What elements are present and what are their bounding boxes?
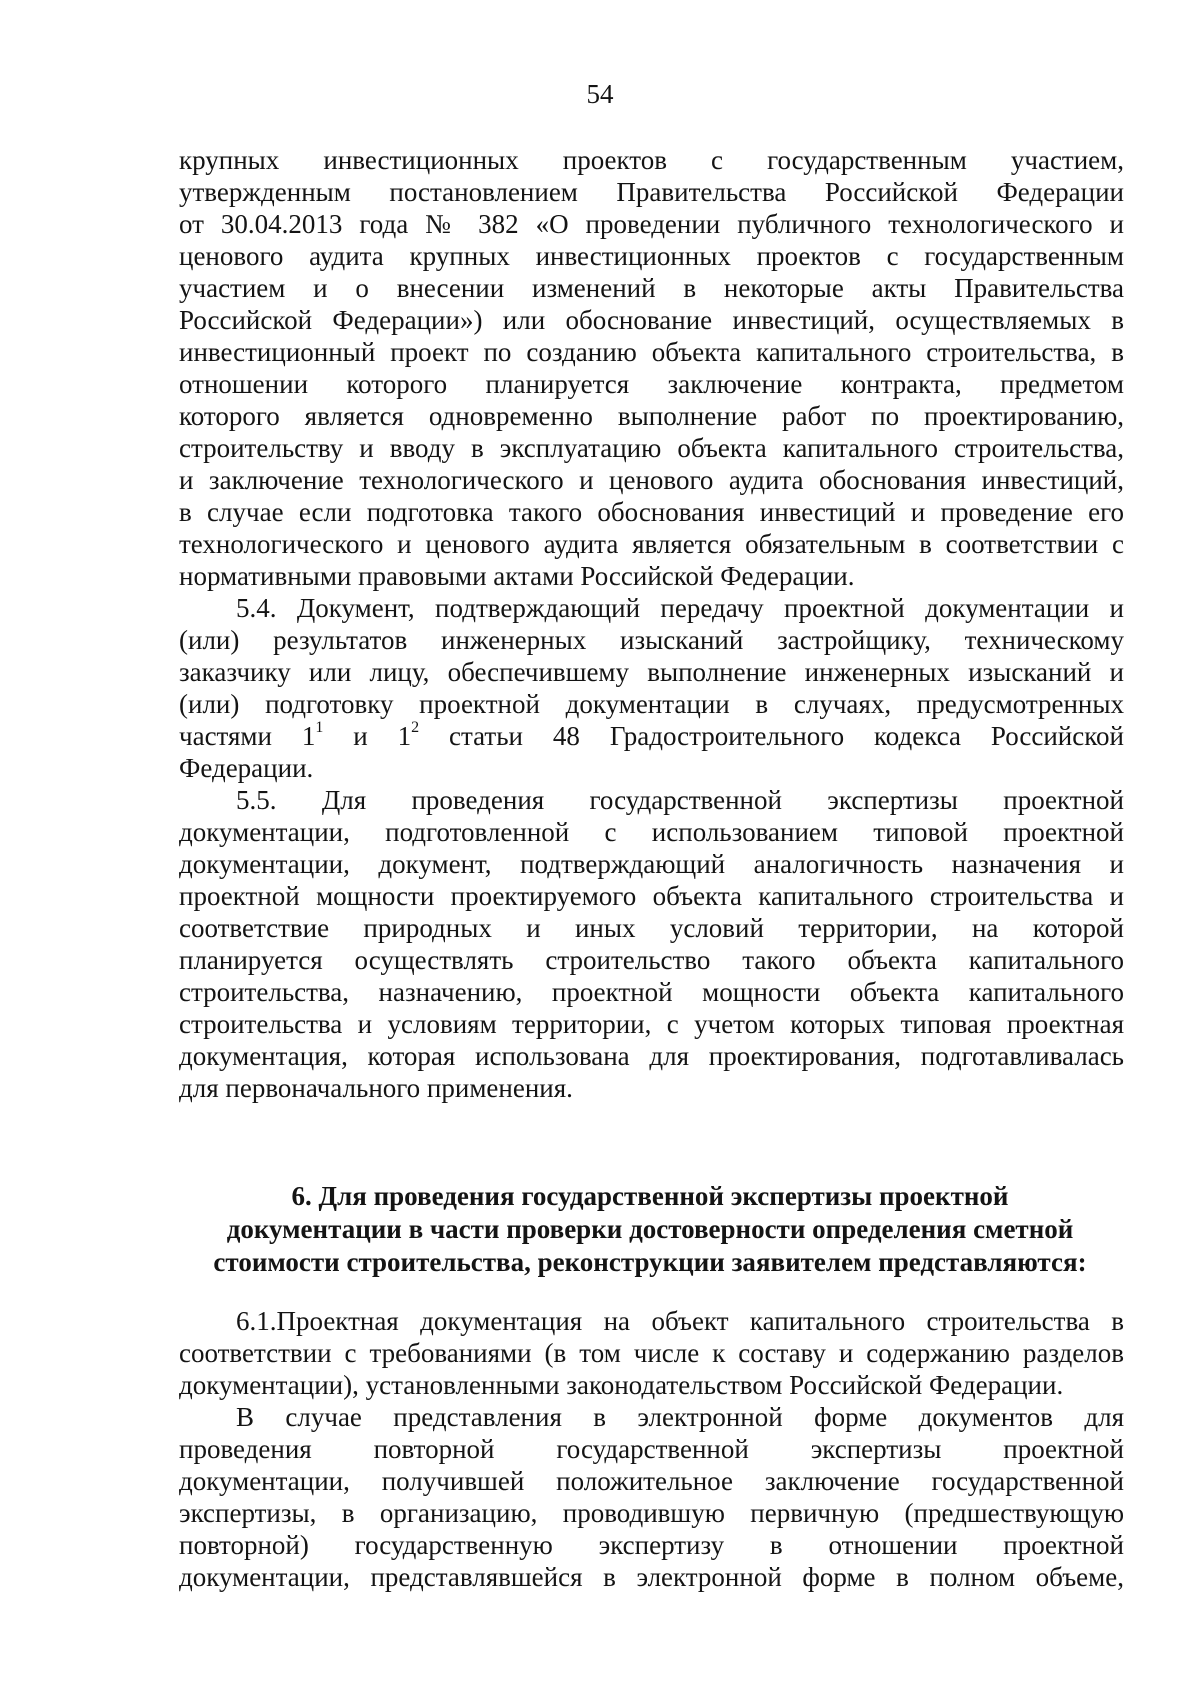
- text-line: 5.4. Документ, подтверждающий передачу проектной документации и: [236, 593, 1124, 623]
- text-line: документации, подготовленной с использованием типовой проектной: [179, 817, 1124, 847]
- text-line: документации, получившей положительное заключение государственной: [179, 1466, 1124, 1496]
- paragraph-continuation: [179, 144, 1124, 592]
- page-number: 54: [586, 79, 614, 109]
- text-line: отношении которого планируется заключение контракта, предметом: [179, 369, 1124, 399]
- text-line: крупных инвестиционных проектов с государственным участием,: [179, 145, 1124, 175]
- paragraph-5-4-last-line: Федерации.: [179, 753, 314, 783]
- text-line: планируется осуществлять строительство такого объекта капитального: [179, 945, 1124, 975]
- word-code-name: Градостроительного: [609, 721, 845, 751]
- text-line: документации), установленными законодательством Российской Федерации.: [179, 1370, 1064, 1400]
- text-line: 6.1.Проектная документация на объект капитального строительства в: [236, 1306, 1124, 1336]
- text-line: документации, представлявшейся в электронной форме в полном объеме,: [179, 1562, 1124, 1592]
- text-line: проведения повторной государственной экспертизы проектной: [179, 1434, 1124, 1464]
- text-line: экспертизы, в организацию, проводившую первичную (предшествующую: [179, 1498, 1124, 1528]
- text-line: документации, документ, подтверждающий аналогичность назначения и: [179, 849, 1124, 879]
- text-line: и заключение технологического и ценового аудита обоснования инвестиций,: [179, 465, 1124, 495]
- text-line: проектной мощности проектируемого объекта капитального строительства и: [179, 881, 1124, 911]
- word-article: статьи: [449, 721, 523, 751]
- paragraph-6-1-continued: [179, 1401, 1124, 1593]
- text-line: (или) результатов инженерных изысканий застройщику, техническому: [179, 625, 1124, 655]
- paragraph-5-4: [179, 592, 1124, 720]
- text-line: технологического и ценового аудита является обязательным в соответствии с: [179, 529, 1124, 559]
- text-line: утвержденным постановлением Правительства Российской Федерации: [179, 177, 1124, 207]
- text-line: В случае представления в электронной форме документов для: [236, 1402, 1124, 1432]
- text-line: заказчику или лицу, обеспечившему выполнение инженерных изысканий и: [179, 657, 1124, 687]
- text-line: соответствии с требованиями (в том числе к составу и содержанию разделов: [179, 1338, 1124, 1368]
- text-line: строительству и вводу в эксплуатацию объекта капитального строительства,: [179, 433, 1124, 463]
- text-line: нормативными правовыми актами Российской Федерации.: [179, 561, 855, 591]
- text-line: соответствие природных и иных условий территории, на которой: [179, 913, 1124, 943]
- text-line: ценового аудита крупных инвестиционных проектов с государственным: [179, 241, 1124, 271]
- word-code: кодекса: [874, 721, 961, 751]
- text-line: строительства и условиям территории, с учетом которых типовая проектная: [179, 1009, 1124, 1039]
- article-number: 48: [552, 721, 580, 751]
- text-line: для первоначального применения.: [179, 1073, 573, 1103]
- part-1-1: $1^1$: [301, 719, 324, 751]
- text-line: (или) подготовку проектной документации в случаях, предусмотренных: [179, 689, 1124, 719]
- word-and: и: [353, 721, 368, 751]
- text-line: участием и о внесении изменений в некоторые акты Правительства: [179, 273, 1124, 303]
- word-russian: Российской: [990, 721, 1124, 751]
- heading-line: 6. Для проведения государственной экспертизы проектной: [291, 1181, 1009, 1211]
- text-line: документация, которая использована для проектирования, подготавливалась: [179, 1041, 1124, 1071]
- word-parts: частями: [179, 721, 272, 751]
- text-line: в случае если подготовка такого обоснования инвестиций и проведение его: [179, 497, 1124, 527]
- text-line: которого является одновременно выполнение работ по проектированию,: [179, 401, 1124, 431]
- text-line: Российской Федерации») или обоснование инвестиций, осуществляемых в: [179, 305, 1124, 335]
- part-1-2: $1^2$: [397, 719, 420, 751]
- text-line: 5.5. Для проведения государственной экспертизы проектной: [236, 785, 1124, 815]
- text-line: повторной) государственную экспертизу в отношении проектной: [179, 1530, 1124, 1560]
- text-line: от 30.04.2013 года № 382 «О проведении публичного технологического и: [179, 209, 1124, 239]
- heading-line: стоимости строительства, реконструкции заявителем представляются:: [213, 1247, 1087, 1277]
- paragraph-5-5: [179, 784, 1124, 1104]
- section-6-heading: [150, 1180, 1150, 1279]
- text-line: инвестиционный проект по созданию объекта капитального строительства, в: [179, 337, 1124, 367]
- heading-line: документации в части проверки достоверности определения сметной: [226, 1214, 1074, 1244]
- paragraph-5-4-references-line: [179, 720, 1124, 784]
- paragraph-6-1: [179, 1305, 1124, 1401]
- text-line: строительства, назначению, проектной мощности объекта капитального: [179, 977, 1124, 1007]
